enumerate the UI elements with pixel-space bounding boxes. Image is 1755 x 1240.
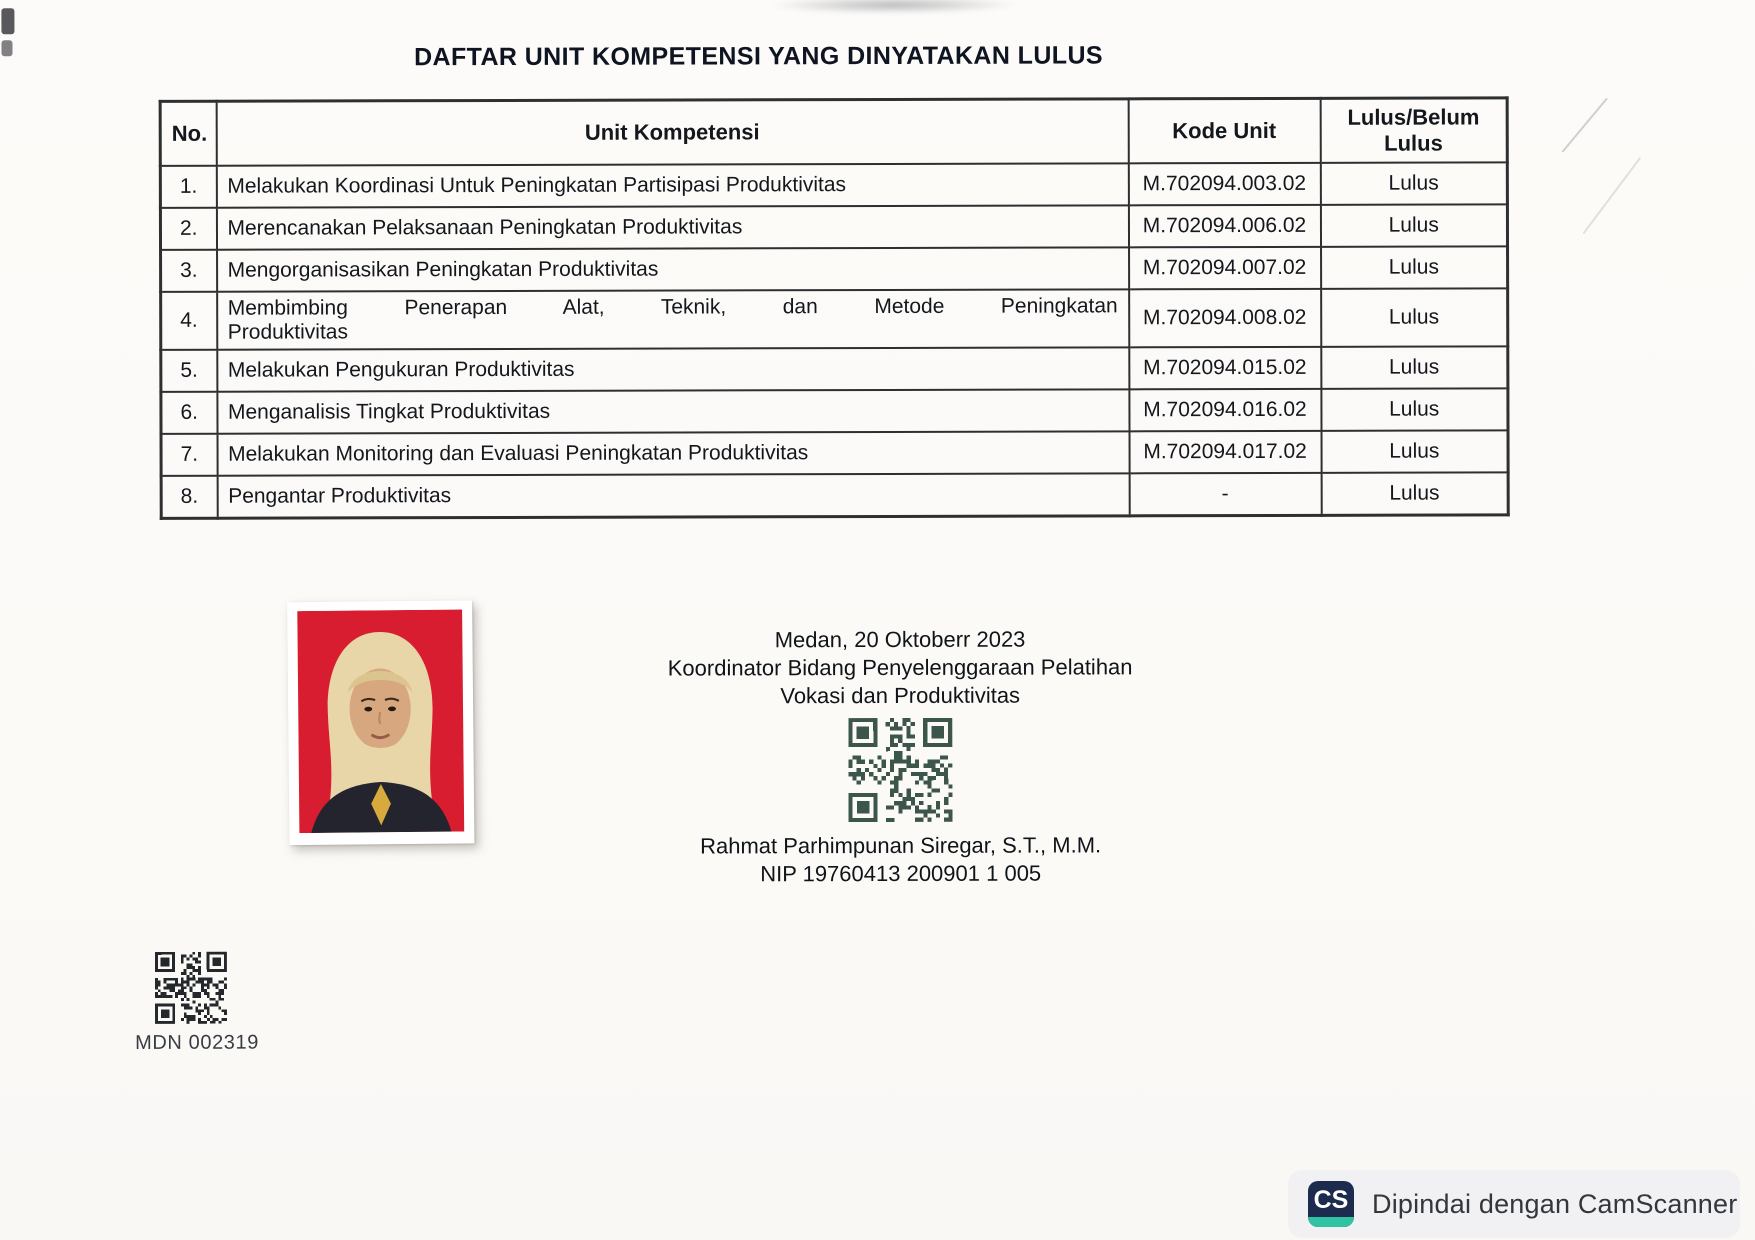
camscanner-badge (1288, 1170, 1740, 1238)
cell-kode: M.702094.008.02 (1129, 289, 1321, 348)
cell-no: 6. (161, 392, 217, 434)
table-row (161, 346, 1508, 392)
document-code: MDN 002319 (135, 1031, 259, 1054)
cell-no: 3. (161, 250, 217, 292)
scan-scratch-artifact (1583, 157, 1642, 234)
cell-unit: Melakukan Pengukuran Produktivitas (217, 347, 1129, 391)
col-header-no: No. (160, 101, 216, 166)
col-header-status: Lulus/Belum Lulus (1320, 98, 1507, 163)
cell-status: Lulus (1321, 472, 1508, 515)
table-row (161, 246, 1508, 292)
table-row (161, 472, 1508, 518)
camscanner-logo-icon (1308, 1181, 1354, 1227)
cell-status: Lulus (1320, 162, 1507, 204)
document-code-block (135, 951, 315, 1054)
camscanner-logo-text: CS (1313, 1185, 1349, 1214)
table-header-row (160, 98, 1507, 166)
cell-unit: Merencanakan Pelaksanaan Peningkatan Produktivitas (216, 205, 1128, 249)
table-row (160, 204, 1507, 250)
cell-kode: M.702094.016.02 (1129, 389, 1321, 432)
scan-smudge-artifact (768, 0, 1018, 14)
cell-unit: Mengorganisasikan Peningkatan Produktivitas (217, 247, 1129, 291)
cell-status: Lulus (1321, 246, 1508, 288)
cell-status: Lulus (1321, 388, 1508, 430)
cell-kode: M.702094.003.02 (1128, 163, 1320, 206)
cell-unit: Melakukan Monitoring dan Evaluasi Peningkatan Produktivitas (217, 431, 1129, 475)
table-row (161, 388, 1508, 434)
document-qr-code-icon (155, 952, 227, 1024)
col-header-unit: Unit Kompetensi (216, 99, 1128, 166)
signature-place-date: Medan, 20 Oktoberr 2023 (774, 626, 1026, 653)
cell-unit: Membimbing Penerapan Alat, Teknik, dan Metode Peningkatan Produktivitas (217, 289, 1129, 349)
scan-edge-artifact (1, 8, 14, 34)
camscanner-text: Dipindai dengan CamScanner (1372, 1188, 1738, 1219)
signature-role-line1: Koordinator Bidang Penyelenggaraan Pelatihan (667, 654, 1133, 681)
cell-kode: M.702094.017.02 (1129, 431, 1321, 474)
cell-kode: M.702094.006.02 (1128, 205, 1320, 248)
table-body (160, 162, 1508, 518)
signatory-name: Rahmat Parhimpunan Siregar, S.T., M.M. (700, 832, 1102, 859)
cell-status: Lulus (1321, 288, 1508, 346)
signature-role-line2: Vokasi dan Produktivitas (780, 682, 1021, 709)
cell-unit: Menganalisis Tingkat Produktivitas (217, 389, 1129, 433)
cell-status: Lulus (1321, 430, 1508, 472)
cell-kode: - (1129, 473, 1321, 516)
table-row (161, 430, 1508, 476)
cell-no: 2. (160, 208, 216, 250)
camscanner-logo-accent (1308, 1217, 1354, 1227)
cell-kode: M.702094.007.02 (1129, 247, 1321, 290)
cell-status: Lulus (1320, 204, 1507, 246)
cell-status: Lulus (1321, 346, 1508, 388)
table-row (161, 288, 1508, 350)
col-header-kode: Kode Unit (1128, 98, 1320, 163)
applicant-photo (287, 600, 474, 845)
portrait-image (296, 610, 465, 834)
cell-no: 8. (161, 476, 217, 519)
cell-kode: M.702094.015.02 (1129, 347, 1321, 390)
cell-no: 1. (160, 166, 216, 208)
cell-no: 5. (161, 350, 217, 392)
signature-qr-code-icon (848, 718, 952, 822)
competency-table (159, 96, 1510, 520)
cell-unit: Pengantar Produktivitas (217, 473, 1129, 518)
table-row (160, 162, 1507, 208)
cell-no: 7. (161, 434, 217, 476)
cell-unit: Melakukan Koordinasi Untuk Peningkatan Partisipasi Produktivitas (216, 163, 1128, 207)
scan-scratch-artifact (1562, 98, 1608, 153)
page-title: DAFTAR UNIT KOMPETENSI YANG DINYATAKAN LULUS (414, 41, 1104, 72)
signature-block (555, 625, 1246, 889)
scan-edge-artifact (1, 40, 12, 56)
signatory-nip: NIP 19760413 200901 1 005 (760, 860, 1042, 887)
cell-no: 4. (161, 292, 217, 350)
